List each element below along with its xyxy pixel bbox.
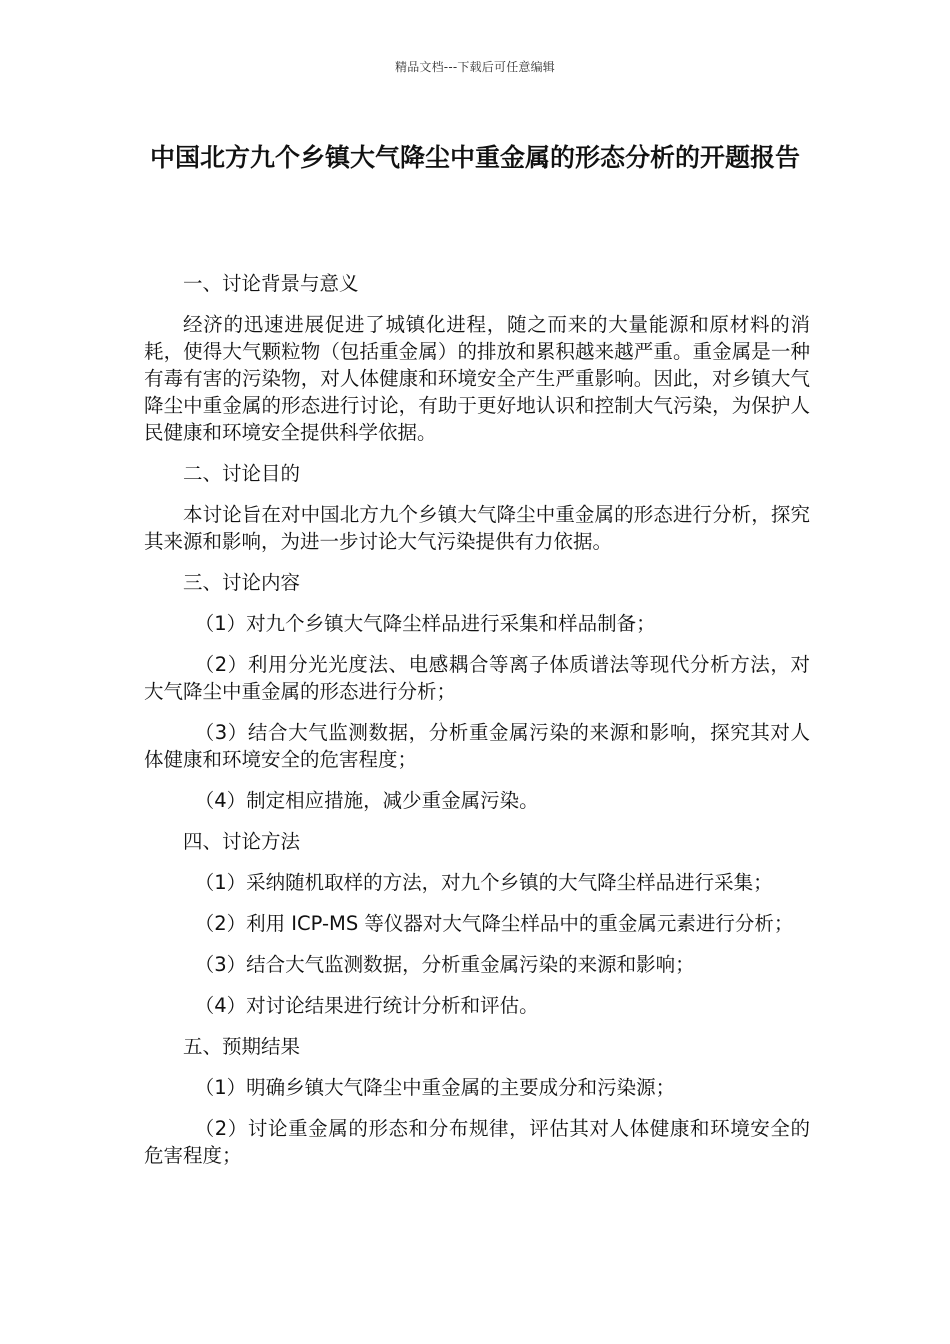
section-heading-expected: 五、预期结果 — [183, 1035, 301, 1058]
method-item-4: （4）对讨论结果进行统计分析和评估。 — [194, 994, 539, 1017]
section-heading-methods: 四、讨论方法 — [183, 830, 301, 853]
method-item-2: （2）利用 ICP-MS 等仪器对大气降尘样品中的重金属元素进行分析； — [194, 912, 794, 935]
section-heading-purpose: 二、讨论目的 — [183, 462, 301, 485]
content-item-2: （2）利用分光光度法、电感耦合等离子体质谱法等现代分析方法，对大气降尘中重金属的形态进行分析； — [144, 653, 810, 703]
section-heading-content: 三、讨论内容 — [183, 571, 301, 594]
content-item-3: （3）结合大气监测数据，分析重金属污染的来源和影响，探究其对人体健康和环境安全的危害程度； — [144, 721, 810, 771]
paragraph-purpose: 本讨论旨在对中国北方九个乡镇大气降尘中重金属的形态进行分析，探究其来源和影响，为进一步讨论大气污染提供有力依据。 — [144, 503, 810, 553]
paragraph-background: 经济的迅速进展促进了城镇化进程，随之而来的大量能源和原材料的消耗，使得大气颗粒物（包括重金属）的排放和累积越来越严重。重金属是一种有毒有害的污染物，对人体健康和环境安全产生严重影响。因此，对乡镇大气降尘中重金属的形态进行讨论，有助于更好地认识和控制大气污染，为保护人民健康和环境安全提供科学依据。 — [144, 313, 810, 444]
section-heading-background: 一、讨论背景与意义 — [183, 272, 359, 295]
header-note: 精品文档---下载后可任意编辑 — [395, 60, 555, 74]
document-body — [144, 270, 810, 1183]
expected-item-2: （2）讨论重金属的形态和分布规律，评估其对人体健康和环境安全的危害程度； — [144, 1117, 810, 1167]
document-title: 中国北方九个乡镇大气降尘中重金属的形态分析的开题报告 — [149, 143, 800, 172]
content-item-4: （4）制定相应措施，减少重金属污染。 — [194, 789, 539, 812]
expected-item-1: （1）明确乡镇大气降尘中重金属的主要成分和污染源； — [194, 1076, 676, 1099]
method-item-1: （1）采纳随机取样的方法，对九个乡镇的大气降尘样品进行采集； — [194, 871, 773, 894]
content-item-1: （1）对九个乡镇大气降尘样品进行采集和样品制备； — [194, 612, 656, 635]
method-item-3: （3）结合大气监测数据，分析重金属污染的来源和影响； — [194, 953, 695, 976]
